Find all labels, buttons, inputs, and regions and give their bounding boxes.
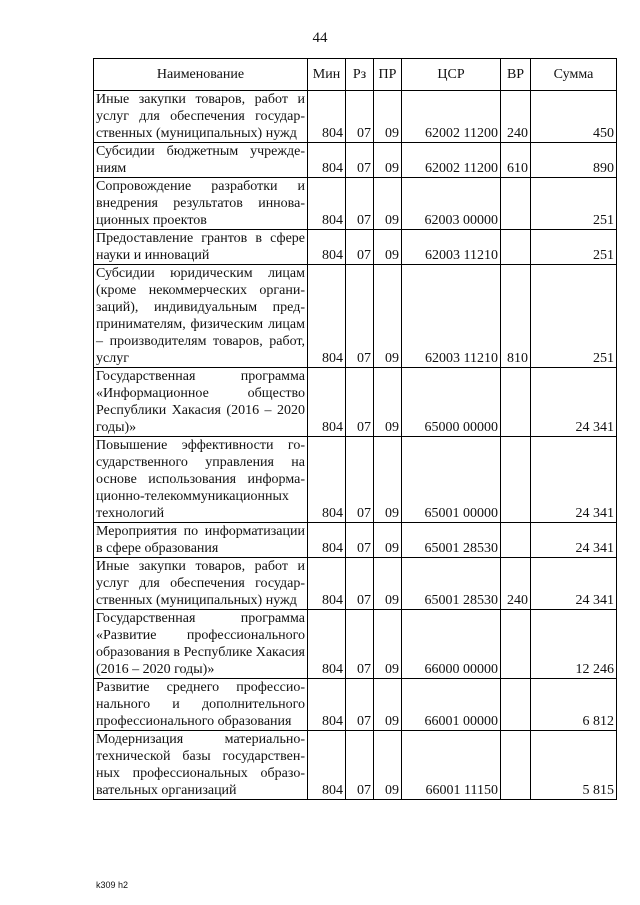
table-row: [94, 523, 617, 558]
cell-name: Предоставление грантов в сфере науки и инноваций: [94, 230, 308, 265]
cell-min: 804: [308, 265, 346, 368]
cell-rz: 07: [346, 679, 374, 731]
cell-csr: 62002 11200: [402, 143, 501, 178]
cell-rz: 07: [346, 91, 374, 143]
cell-pr: 09: [374, 368, 402, 437]
cell-sum: 450: [531, 91, 617, 143]
cell-pr: 09: [374, 679, 402, 731]
cell-csr: 62002 11200: [402, 91, 501, 143]
cell-csr: 65001 00000: [402, 437, 501, 523]
cell-pr: 09: [374, 523, 402, 558]
cell-vr: 240: [501, 558, 531, 610]
cell-vr: [501, 731, 531, 800]
cell-vr: 240: [501, 91, 531, 143]
cell-rz: 07: [346, 558, 374, 610]
cell-csr: 66000 00000: [402, 610, 501, 679]
cell-min: 804: [308, 437, 346, 523]
cell-sum: 5 815: [531, 731, 617, 800]
header-name: Наименование: [94, 59, 308, 91]
cell-name: Государственная программа «Информационное общество Республики Хакасия (2016 – 2020 годы)»: [94, 368, 308, 437]
cell-csr: 65000 00000: [402, 368, 501, 437]
cell-vr: [501, 178, 531, 230]
header-min: Мин: [308, 59, 346, 91]
cell-rz: 07: [346, 265, 374, 368]
header-rz: Рз: [346, 59, 374, 91]
table-row: [94, 610, 617, 679]
cell-name: Иные закупки товаров, работ и услуг для обеспечения государственных (муниципальных) нужд: [94, 558, 308, 610]
table-row: [94, 265, 617, 368]
cell-name: Повышение эффективности государственного управления на основе использования информационно-телекоммуникационных технологий: [94, 437, 308, 523]
cell-pr: 09: [374, 91, 402, 143]
cell-min: 804: [308, 368, 346, 437]
cell-name: Государственная программа «Развитие профессионального образования в Республике Хакасия (2016 – 2020 годы)»: [94, 610, 308, 679]
cell-min: 804: [308, 558, 346, 610]
table-row: [94, 178, 617, 230]
table-row: [94, 731, 617, 800]
cell-sum: 24 341: [531, 558, 617, 610]
cell-rz: 07: [346, 437, 374, 523]
cell-min: 804: [308, 523, 346, 558]
cell-name: Мероприятия по информатизации в сфере образования: [94, 523, 308, 558]
cell-vr: [501, 523, 531, 558]
footer-code: k309 h2: [96, 880, 129, 890]
cell-csr: 66001 11150: [402, 731, 501, 800]
cell-name: Сопровождение разработки и внедрения результатов инновационных проектов: [94, 178, 308, 230]
cell-min: 804: [308, 610, 346, 679]
cell-min: 804: [308, 230, 346, 265]
cell-csr: 62003 11210: [402, 230, 501, 265]
cell-sum: 251: [531, 178, 617, 230]
cell-sum: 251: [531, 265, 617, 368]
cell-vr: 810: [501, 265, 531, 368]
table-row: [94, 558, 617, 610]
cell-vr: [501, 437, 531, 523]
cell-min: 804: [308, 731, 346, 800]
cell-min: 804: [308, 679, 346, 731]
cell-vr: [501, 368, 531, 437]
cell-rz: 07: [346, 610, 374, 679]
cell-sum: 251: [531, 230, 617, 265]
cell-rz: 07: [346, 143, 374, 178]
cell-pr: 09: [374, 143, 402, 178]
table-body: [94, 91, 617, 800]
cell-rz: 07: [346, 368, 374, 437]
cell-csr: 65001 28530: [402, 523, 501, 558]
header-csr: ЦСР: [402, 59, 501, 91]
cell-pr: 09: [374, 265, 402, 368]
cell-vr: [501, 679, 531, 731]
table-row: [94, 230, 617, 265]
cell-rz: 07: [346, 731, 374, 800]
cell-pr: 09: [374, 558, 402, 610]
cell-rz: 07: [346, 178, 374, 230]
cell-sum: 12 246: [531, 610, 617, 679]
cell-rz: 07: [346, 230, 374, 265]
cell-pr: 09: [374, 178, 402, 230]
cell-csr: 62003 00000: [402, 178, 501, 230]
cell-name: Развитие среднего профессионального и дополнительного профессионального образования: [94, 679, 308, 731]
table-row: [94, 368, 617, 437]
cell-vr: 610: [501, 143, 531, 178]
cell-vr: [501, 230, 531, 265]
table-header-row: [94, 59, 617, 91]
cell-min: 804: [308, 143, 346, 178]
cell-csr: 66001 00000: [402, 679, 501, 731]
cell-sum: 890: [531, 143, 617, 178]
cell-name: Субсидии бюджетным учреждениям: [94, 143, 308, 178]
table-row: [94, 143, 617, 178]
cell-rz: 07: [346, 523, 374, 558]
cell-pr: 09: [374, 610, 402, 679]
cell-min: 804: [308, 178, 346, 230]
cell-pr: 09: [374, 230, 402, 265]
cell-pr: 09: [374, 731, 402, 800]
cell-name: Субсидии юридическим лицам (кроме некоммерческих организаций), индивидуальным предпринимателям, физическим лицам – производителям товаров, работ, услуг: [94, 265, 308, 368]
cell-sum: 24 341: [531, 368, 617, 437]
cell-sum: 24 341: [531, 437, 617, 523]
table-row: [94, 91, 617, 143]
cell-name: Иные закупки товаров, работ и услуг для обеспечения государственных (муниципальных) нужд: [94, 91, 308, 143]
header-pr: ПР: [374, 59, 402, 91]
header-sum: Сумма: [531, 59, 617, 91]
cell-vr: [501, 610, 531, 679]
cell-min: 804: [308, 91, 346, 143]
cell-csr: 62003 11210: [402, 265, 501, 368]
page-number: 44: [312, 30, 328, 46]
cell-sum: 6 812: [531, 679, 617, 731]
cell-sum: 24 341: [531, 523, 617, 558]
table-row: [94, 679, 617, 731]
table-row: [94, 437, 617, 523]
cell-name: Модернизация материально-технической базы государственных профессиональных образовательных организаций: [94, 731, 308, 800]
budget-table: [93, 58, 617, 800]
header-vr: ВР: [501, 59, 531, 91]
cell-pr: 09: [374, 437, 402, 523]
cell-csr: 65001 28530: [402, 558, 501, 610]
